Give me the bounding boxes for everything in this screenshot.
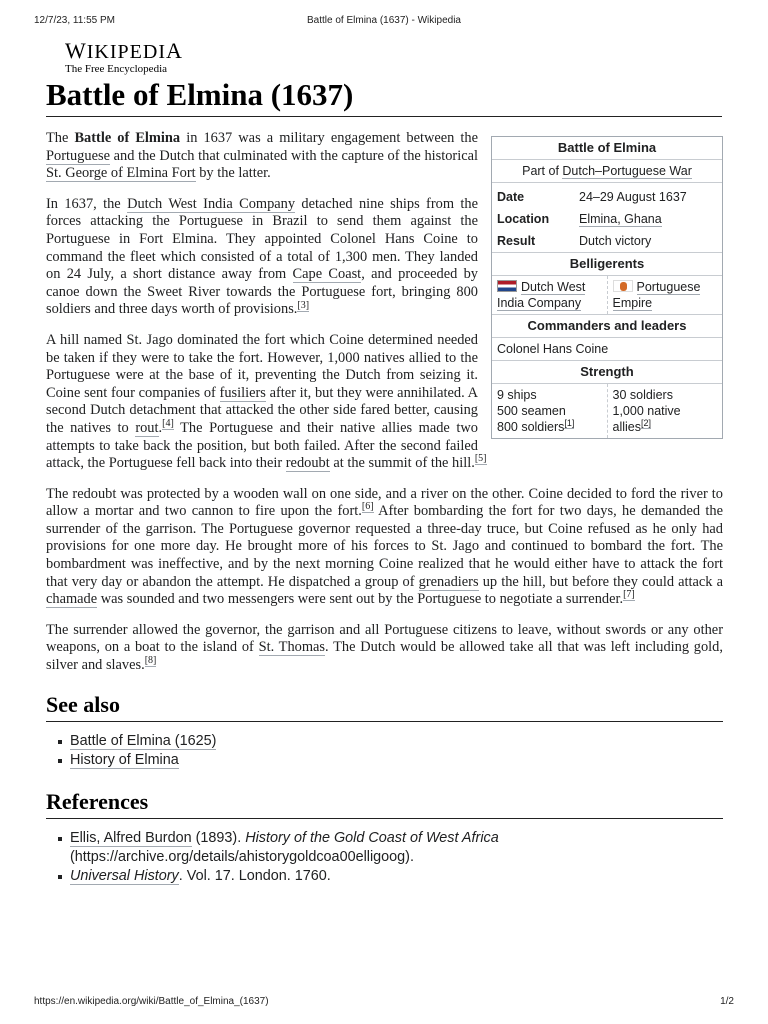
infobox-row-location: Location Elmina, Ghana — [497, 212, 662, 226]
infobox-belligerents-heading: Belligerents — [492, 252, 722, 275]
link-grenadiers[interactable]: grenadiers — [418, 573, 479, 590]
link-portuguese[interactable]: Portuguese — [46, 147, 110, 164]
infobox-row-result: Result Dutch victory — [497, 234, 652, 248]
ref-link-3[interactable]: [3] — [297, 299, 310, 311]
link-battle-of-elmina-1625[interactable]: Battle of Elmina (1625) — [70, 732, 217, 749]
infobox-row-date: Date 24–29 August 1637 — [497, 190, 687, 204]
ref-link-1[interactable]: [1] — [564, 417, 575, 428]
list-item: Ellis, Alfred Burdon (1893). History of the Gold Coast of West Africa (https://archive.org/details/ahistorygoldcoa00elligoog). — [46, 829, 723, 867]
paragraph-surrender: The surrender allowed the governor, the garrison and all Portuguese citizens to leave, without swords or any other weapons, on a boat to the island of St. Thomas. The Dutch would be allowed take all that was left including gold, silver and slaves.[8] — [46, 621, 723, 674]
link-redoubt[interactable]: redoubt — [285, 455, 330, 472]
list-item — [46, 751, 723, 770]
link-rout[interactable]: rout — [135, 419, 159, 436]
link-history-of-elmina[interactable]: History of Elmina — [70, 751, 179, 768]
wikipedia-wordmark: WIKIPEDIA — [65, 38, 183, 63]
print-page-number: 1/2 — [720, 996, 734, 1007]
ref-link-4[interactable]: [4] — [162, 418, 174, 430]
ref-link-2[interactable]: [2] — [641, 417, 652, 428]
wikipedia-tagline: The Free Encyclopedia — [65, 63, 168, 75]
print-page-title: Battle of Elmina (1637) - Wikipedia — [307, 15, 461, 26]
ref-link-6[interactable]: [6] — [361, 501, 374, 513]
link-cape-coast[interactable]: Cape Coast — [292, 266, 362, 283]
wikipedia-logo[interactable] — [65, 40, 205, 76]
infobox — [491, 136, 723, 439]
paragraph-siege: The redoubt was protected by a wooden wall on one side, and a river on the other. Coine decided to ford the river to allow a mortar and two cannon to fire upon the fort.[6] After bombarding the fort for two days, he demanded the surrender of the garrison. The Portuguese governor requested a three-day truce, but Coine refused as he only had provisions for one more day. He brought more of his forces to St. Jago and continued to bombard the fort. The bombardment was ineffective, and by the next morning Coine realized that he would either have to attack the fort that very day or abandon the attempt. He dispatched a group of grenadiers up the hill, but before they could attack a chamade was sounded and two messengers were sent out by the Portuguese to negotiate a surrender.[7] — [46, 485, 723, 608]
link-dutch-west-india-company[interactable]: Dutch West India Company — [497, 280, 586, 310]
infobox-commanders-heading: Commanders and leaders — [492, 314, 722, 337]
link-portuguese-empire[interactable]: Portuguese Empire — [612, 280, 701, 310]
infobox-title: Battle of Elmina — [557, 140, 657, 155]
link-dutch-portuguese-war[interactable]: Dutch–Portuguese War — [562, 164, 692, 178]
page-title: Battle of Elmina (1637) — [46, 76, 722, 117]
list-item: Universal History. Vol. 17. London. 1760. — [46, 867, 723, 886]
see-also-list — [46, 732, 723, 770]
link-chamade[interactable]: chamade — [46, 591, 98, 608]
infobox-part-of: Part of Dutch–Portuguese War — [492, 159, 722, 182]
list-item — [46, 732, 723, 751]
infobox-strength-heading: Strength — [492, 360, 722, 383]
paragraph-intro: The Battle of Elmina in 1637 was a military engagement between the Portuguese and the Dutch that culminated with the capture of the historical St. George of Elmina Fort by the latter. — [46, 130, 478, 182]
references-heading: References — [46, 788, 723, 819]
ref-link-7[interactable]: [7] — [623, 589, 635, 601]
print-datetime: 12/7/23, 11:55 PM — [34, 15, 115, 26]
ref-link-8[interactable]: [8] — [144, 655, 157, 667]
paragraph-landing: In 1637, the Dutch West India Company detached nine ships from the forces attacking the Portuguese in Brazil to send them against the Portuguese in Fort Elmina. They appointed Colonel Hans Coine to command the fleet which consisted of a total of 1,300 men. They landed on 24 July, a short distance away from Cape Coast, and proceeded by canoe down the Sweet River towards the Portuguese fort, bringing 800 soldiers and three days worth of provisions.[3] — [46, 195, 478, 318]
link-st-thomas[interactable]: St. Thomas — [258, 639, 326, 656]
article-content — [46, 130, 723, 886]
infobox-commander: Colonel Hans Coine — [492, 337, 722, 360]
dutch-flag-icon — [497, 280, 517, 292]
link-fusiliers[interactable]: fusiliers — [219, 384, 266, 401]
link-dutch-west-india-company-text[interactable]: Dutch West India Company — [127, 195, 296, 212]
print-header — [34, 15, 734, 29]
link-universal-history[interactable]: Universal History — [70, 867, 179, 884]
link-ellis-author[interactable]: Ellis, Alfred Burdon — [70, 829, 192, 846]
print-footer — [34, 996, 734, 1010]
see-also-heading: See also — [46, 691, 723, 722]
print-url: https://en.wikipedia.org/wiki/Battle_of_Elmina_(1637) — [34, 996, 269, 1007]
references-list — [46, 829, 723, 886]
infobox-belligerents — [492, 275, 722, 314]
ref-link-5[interactable]: [5] — [474, 453, 487, 465]
link-elmina-fort[interactable]: St. George of Elmina Fort — [46, 165, 196, 182]
infobox-strength: 9 ships 500 seamen 800 soldiers[1] 30 soldiers 1,000 native allies[2] — [492, 383, 722, 438]
portuguese-flag-icon — [613, 280, 633, 292]
paragraph-st-jago: A hill named St. Jago dominated the fort which Coine determined needed be taken if they were to take the fort. However, 1,000 natives allied to the Portuguese were at the base of it, preventing the Dutch from seizing it. Coine sent four companies of fusiliers after it, but they were annihilated. A second Dutch detachment that attacked the other side fared better, causing the natives to rout.[4] The Portuguese and their native allies made two attempts to take back the position, but both failed. After the second failed attack, the Portuguese fell back into their redoubt at the summit of the hill.[5] — [46, 331, 487, 472]
link-archive-url[interactable]: (https://archive.org/details/ahistorygoldcoa00elligoog) — [70, 848, 410, 865]
link-elmina-ghana[interactable]: Elmina, Ghana — [579, 212, 662, 226]
